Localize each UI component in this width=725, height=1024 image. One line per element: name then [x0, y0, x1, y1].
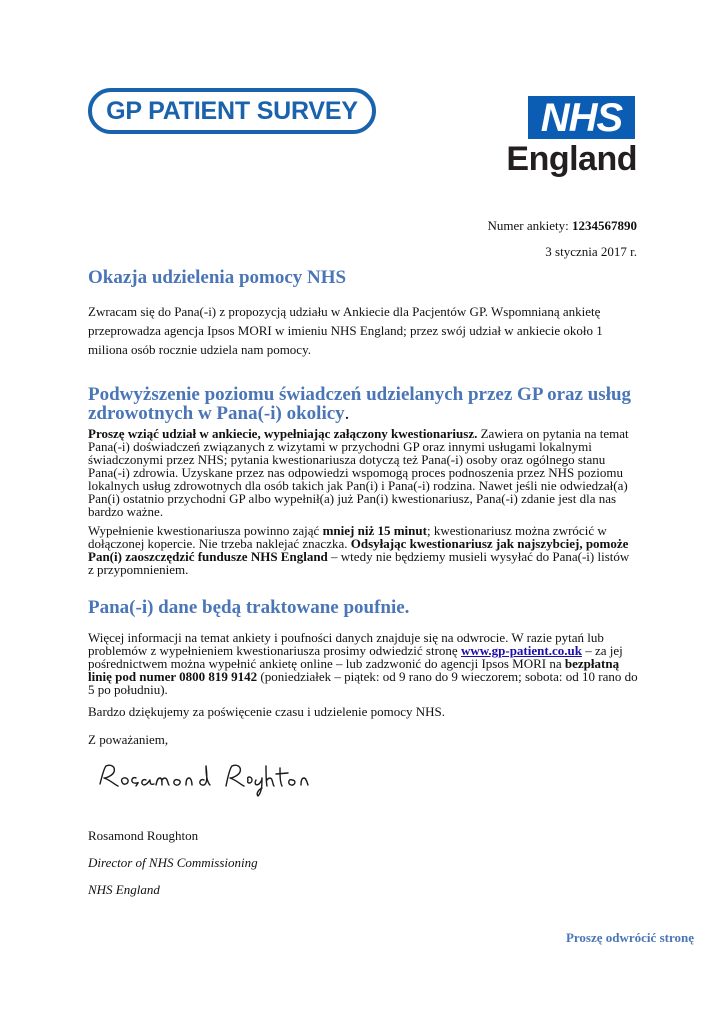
website-link[interactable]: www.gp-patient.co.uk: [460, 643, 582, 658]
handwritten-signature: [96, 758, 346, 798]
completion-time: mniej niż 15 minut: [322, 523, 427, 538]
completion-bold-savings: Odsyłając kwestionariusz jak najszybciej, pomoże Pan(i) zaoszczędzić fundusze NHS England: [88, 536, 629, 564]
completion-text-b: ; kwestionariusz można zwrócić w dołączonej kopercie. Nie trzeba naklejać znaczka.: [88, 523, 607, 551]
section-heading-help: Okazja udzielenia pomocy NHS: [88, 267, 347, 288]
signatory-title: Director of NHS Commissioning: [88, 855, 258, 870]
turn-page-note: Proszę odwrócić stronę: [565, 930, 694, 945]
survey-number-label: Numer ankiety:: [487, 218, 569, 233]
survey-logo-text: GP PATIENT SURVEY: [106, 96, 358, 125]
contact-paragraph: [88, 631, 638, 696]
section-heading-improvement: [88, 385, 648, 423]
section-heading-confidential: Pana(-i) dane będą traktowane poufnie.: [88, 597, 410, 618]
thanks-paragraph: Bardzo dziękujemy za poświęcenie czasu i udzielenie pomocy NHS.: [88, 704, 446, 719]
closing-salutation: Z poważaniem,: [88, 732, 169, 747]
participation-paragraph: [88, 427, 638, 518]
letter-date: 3 stycznia 2017 r.: [545, 244, 637, 259]
signatory-name: Rosamond Roughton: [88, 828, 199, 843]
completion-text-c: – wtedy nie będziemy musieli wysyłać do Pana(-i) listów z przypomnieniem.: [88, 549, 630, 577]
completion-text-a: Wypełnienie kwestionariusza powinno zająć: [88, 523, 323, 538]
participation-bold: Proszę wziąć udział w ankiecie, wypełniając załączony kwestionariusz.: [88, 426, 478, 441]
heading-period: .: [344, 403, 350, 424]
nhs-logo: [528, 96, 635, 139]
improvement-heading-text: Podwyższenie poziomu świadczeń udzielanych przez GP oraz usług zdrowotnych w Pana(-i) okolicy: [88, 384, 632, 424]
freephone-number: bezpłatną linię pod numer 0800 819 9142: [88, 656, 620, 684]
participation-text: Zawiera on pytania na temat Pana(-i) doświadczeń związanych z wizytami w przychodni GP oraz innymi usługami lokalnymi świadczonymi przez NHS; pytania kwestionariusza dotyczą też Pana(-i) osoby oraz ogólnego stanu Pana(-i) zdrowia. Uzyskane przez nas odpowiedzi wspomogą proces podnoszenia przez NHS poziomu lokalnych usług zdrowotnych dla osób takich jak Pan(i) i Pana(-i) rodzina. Nawet jeśli nie odwiedzał(a) Pan(i) ostatnio przychodni GP albo wypełnił(a) już Pan(i) kwestionariusz, Pana(-i) zdanie jest dla nas bardzo ważne.: [88, 426, 629, 519]
nhs-logo-text: NHS: [540, 95, 623, 140]
contact-text-a: Więcej informacji na temat ankiety i poufności danych znajduje się na odwrocie. W razie pytań lub problemów z wypełnieniem kwestionariusza prosimy odwiedzić stronę: [88, 630, 604, 658]
intro-paragraph: Zwracam się do Pana(-i) z propozycją udziału w Ankiecie dla Pacjentów GP. Wspomnianą ankietę przeprowadza agencja Ipsos MORI w imieniu NHS England; przez swój udział w ankiecie około 1 miliona osób rocznie udziela nam pomocy.: [88, 304, 603, 357]
contact-text-c: (poniedziałek – piątek: od 9 rano do 9 wieczorem; sobota: od 10 rano do 5 po południu).: [88, 669, 638, 697]
survey-number: [488, 218, 637, 234]
nhs-region-label: England: [506, 140, 637, 178]
gp-patient-survey-logo: [88, 88, 376, 134]
signatory-organisation: NHS England: [88, 882, 160, 897]
survey-number-value: 1234567890: [572, 218, 637, 233]
completion-paragraph: [88, 524, 638, 576]
contact-text-b: – za jej pośrednictwem można wypełnić ankietę online – lub zadzwonić do agencji Ipsos MORI na: [88, 643, 623, 671]
